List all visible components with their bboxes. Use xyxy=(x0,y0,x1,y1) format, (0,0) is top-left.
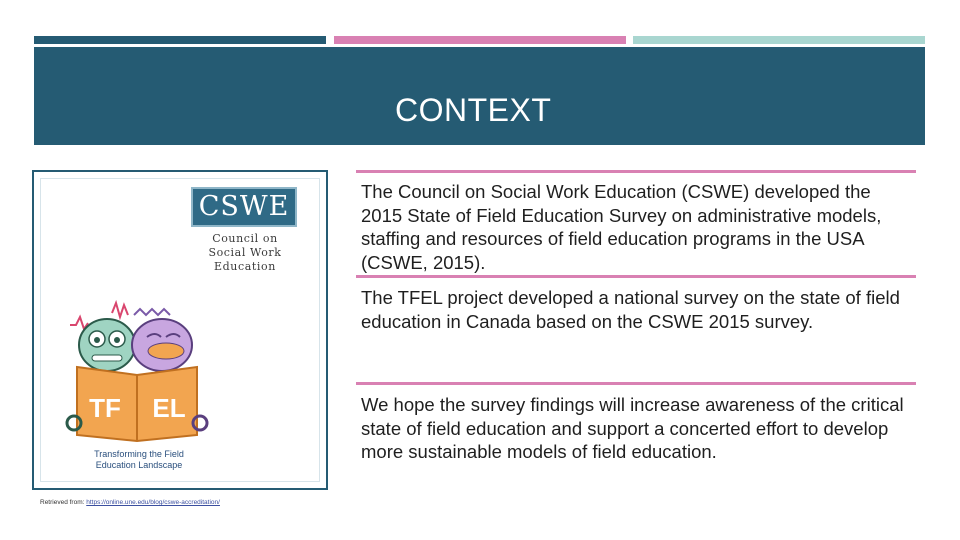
tfel-subtitle-line-2: Education Landscape xyxy=(95,460,183,470)
pupil-icon xyxy=(114,337,120,343)
slide-title: CONTEXT xyxy=(395,92,552,128)
council-line-3: Education xyxy=(214,260,276,273)
paragraph-tfel: The TFEL project developed a national survey on the state of field education in Canada based on the CSWE 2015 survey. xyxy=(361,287,900,332)
paragraph-hope: We hope the survey findings will increase awareness of the critical state of field education and support a concerted effort to develop more sustainable models of field education. xyxy=(361,394,904,462)
tfel-letters-left: TF xyxy=(89,393,121,423)
cswe-logo-text: CSWE xyxy=(198,191,290,222)
mustache-icon xyxy=(148,343,184,359)
retrieved-prefix: Retrieved from: xyxy=(40,499,87,506)
tfel-letters-right: EL xyxy=(152,393,186,423)
accent-stripe-pink xyxy=(334,36,626,44)
green-monster-head xyxy=(79,319,135,371)
tfel-subtitle-line-1: Transforming the Field xyxy=(94,449,184,459)
divider-lower xyxy=(356,382,916,385)
crown-icon xyxy=(134,309,170,315)
accent-stripe-mint xyxy=(633,36,925,44)
council-line-1: Council on xyxy=(212,232,278,245)
retrieved-link[interactable]: https://online.une.edu/blog/cswe-accreditation/ xyxy=(86,499,220,506)
pupil-icon xyxy=(94,337,100,343)
council-line-2: Social Work xyxy=(208,246,282,259)
divider-top xyxy=(356,170,916,173)
image-source-caption xyxy=(40,499,220,506)
accent-stripe-teal xyxy=(34,36,326,44)
divider-middle xyxy=(356,275,916,278)
antenna-zigzag-icon xyxy=(112,303,128,317)
teeth-icon xyxy=(92,355,122,361)
paragraph-cswe: The Council on Social Work Education (CSWE) developed the 2015 State of Field Education Survey on administrative models, staffing and resources of field education programs in the USA (CSWE, 2015). xyxy=(361,181,882,273)
tfel-illustration xyxy=(62,295,212,445)
cswe-logo xyxy=(191,187,297,227)
